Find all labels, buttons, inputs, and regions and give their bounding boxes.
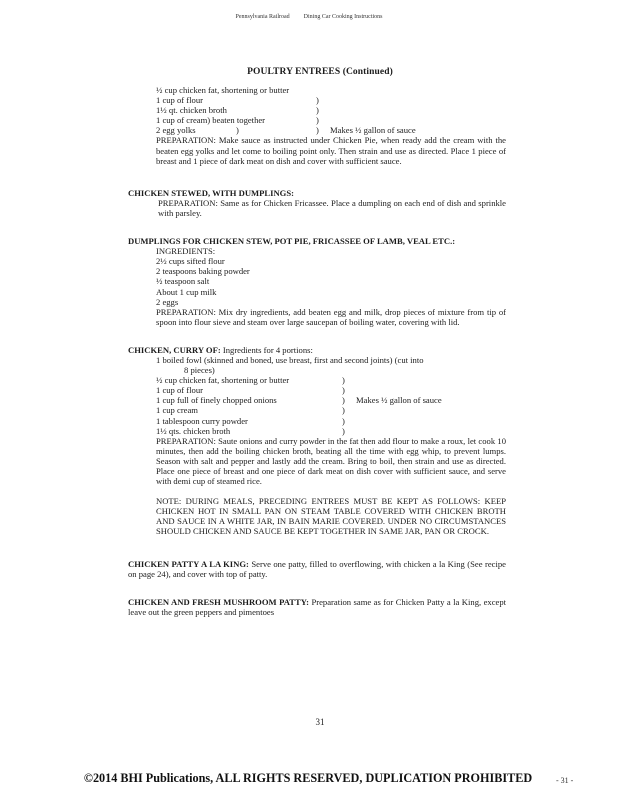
ingredient-line: 1 tablespoon curry powder ) bbox=[156, 415, 345, 426]
running-header bbox=[0, 14, 618, 20]
portions-text: Ingredients for 4 portions: bbox=[220, 344, 313, 355]
recipe-text: Preparation same as for Chicken Patty a la King, except leave out the green peppers and pimentoes bbox=[128, 596, 507, 617]
ingredient-line: About 1 cup milk bbox=[156, 286, 217, 297]
header-left: Pennsylvania Railroad bbox=[235, 14, 290, 20]
recipe-paragraph bbox=[128, 597, 506, 617]
ingredient-line: 1½ qts. chicken broth ) bbox=[156, 425, 345, 436]
yield-note: Makes ½ gallon of sauce bbox=[356, 395, 442, 406]
ingredient-line: 1 cup of cream) beaten together ) bbox=[156, 115, 319, 126]
recipe-text: Serve one patty, filled to overflowing, with chicken a la King (See recipe on page 24), and cover with top of patty. bbox=[128, 558, 506, 579]
ingredient-line: 1 cup full of finely chopped onions ) Makes ½ gallon of sauce bbox=[156, 395, 442, 406]
recipe-heading: CHICKEN PATTY A LA KING: bbox=[128, 558, 249, 569]
page-title: POULTRY ENTREES (Continued) bbox=[247, 67, 393, 77]
corner-page-number: - 31 - bbox=[556, 776, 574, 785]
ingredient-line: 2 egg yolks ) ) Makes ½ gallon of sauce bbox=[156, 125, 416, 136]
preparation-text: PREPARATION: Saute onions and curry powder in the fat then add flour to make a roux, let cook 10 minutes, then add the boiling chicken broth, beating all the time with egg whip, to prevent lumps. Season with salt and pepper and lastly add the cream. Bring to boil, then strain and use as directed. Place one piece of breast and one piece of dark meat on dish cover with sufficient sauce, and serve with demi cup of steamed rice. bbox=[156, 435, 506, 487]
ingredient-line: 1 cup of flour ) bbox=[156, 385, 345, 396]
ingredient-line: 2 eggs bbox=[156, 296, 179, 307]
sauce-ingredients bbox=[128, 85, 506, 135]
ingredient-line: ½ cup chicken fat, shortening or butter ) bbox=[156, 375, 345, 386]
curry-ingredients bbox=[128, 375, 506, 436]
ingredient-line: 1½ qt. chicken broth ) bbox=[156, 105, 319, 116]
ingredients-label: INGREDIENTS: bbox=[156, 246, 216, 257]
recipe-paragraph bbox=[128, 559, 506, 579]
fowl-line: 1 boiled fowl (skinned and boned, use breast, first and second joints) (cut into bbox=[156, 354, 424, 365]
ingredient-line: 1 cup of flour ) bbox=[156, 95, 319, 106]
recipe-heading: CHICKEN AND FRESH MUSHROOM PATTY: bbox=[128, 596, 310, 607]
recipe-heading: DUMPLINGS FOR CHICKEN STEW, POT PIE, FRICASSEE OF LAMB, VEAL ETC.: bbox=[128, 236, 456, 247]
yield-note: Makes ½ gallon of sauce bbox=[330, 125, 416, 136]
page-number: 31 bbox=[315, 717, 325, 727]
ingredient-line: 2½ cups sifted flour bbox=[156, 256, 225, 267]
ingredient-line: ½ teaspoon salt bbox=[156, 276, 210, 287]
recipe-heading-line bbox=[128, 345, 506, 355]
preparation-text: PREPARATION: Same as for Chicken Fricassee. Place a dumpling on each end of dish and sprinkle with parsley. bbox=[158, 197, 506, 218]
kitchen-note: NOTE: DURING MEALS, PRECEDING ENTREES MUST BE KEPT AS FOLLOWS: KEEP CHICKEN HOT IN SMALL PAN ON STEAM TABLE COVERED WITH CHICKEN BROTH AND SAUCE IN A WHITE JAR, IN BAIN MARIE COVERED. UNDER NO CIRCUMSTANCES SHOULD CHICKEN AND SAUCE BE KEPT TOGETHER IN SAME JAR, PAN OR CROCK. bbox=[156, 496, 506, 537]
preparation-text: PREPARATION: Make sauce as instructed under Chicken Pie, when ready add the cream with the beaten egg yolks and let come to boiling point only. Then strain and use as directed. Place 1 piece of breast and 1 piece of dark meat on dish and cover with sufficient sauce. bbox=[156, 135, 506, 166]
ingredient-line: ½ cup chicken fat, shortening or butter bbox=[156, 85, 290, 95]
fowl-line-cont: 8 pieces) bbox=[184, 365, 215, 376]
recipe-heading: CHICKEN STEWED, WITH DUMPLINGS: bbox=[128, 187, 295, 198]
content-body bbox=[128, 85, 506, 617]
ingredient-line: 1 cup cream ) bbox=[156, 405, 345, 416]
copyright-footer: ©2014 BHI Publications, ALL RIGHTS RESERVED, DUPLICATION PROHIBITED bbox=[83, 771, 533, 785]
preparation-text: PREPARATION: Mix dry ingredients, add beaten egg and milk, drop pieces of mixture from tip of spoon into flour sieve and steam over large saucepan of boiling water, covering with lid. bbox=[156, 306, 506, 327]
ingredient-line: 2 teaspoons baking powder bbox=[156, 266, 250, 277]
header-right: Dining Car Cooking Instructions bbox=[303, 14, 383, 20]
recipe-heading: CHICKEN, CURRY OF: bbox=[128, 344, 221, 355]
dumpling-ingredients bbox=[128, 246, 506, 307]
